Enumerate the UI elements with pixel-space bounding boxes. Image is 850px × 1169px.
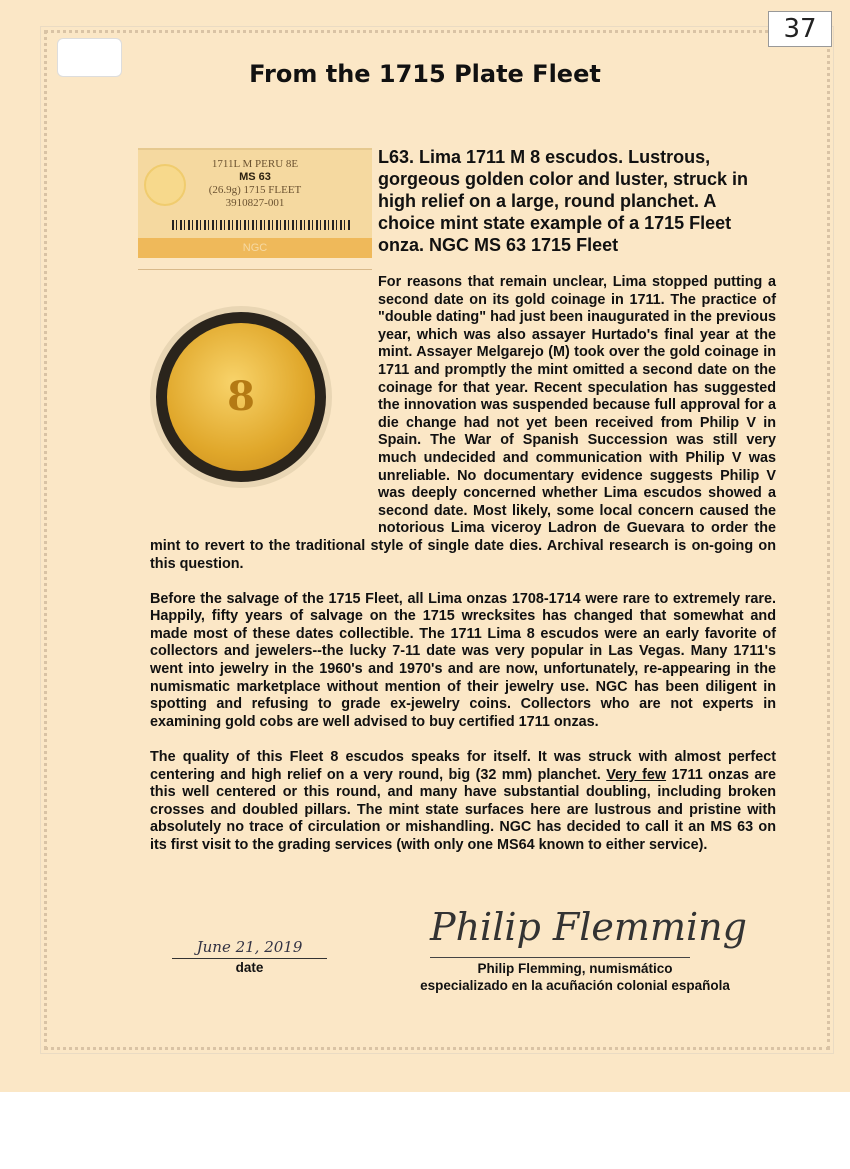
slab-line1: 1711L M PERU 8E	[211, 158, 299, 170]
p3-text: The quality of this Fleet 8 escudos speaks for itself. It was struck with almost perfect centering and high relief on a very round, big (32 mm) planchet.	[150, 749, 776, 783]
coin-denomination: 8	[227, 373, 255, 421]
date-label: date	[235, 960, 264, 975]
lot-heading: L63. Lima 1711 M 8 escudos. Lustrous, gorgeous golden color and luster, struck in high relief on a large, round planchet. A choice mint state example of a 1715 Fleet onza. NGC MS 63 1715 Fleet	[378, 147, 749, 255]
ngc-brand: NGC	[138, 238, 372, 258]
slab-line3: (26.9g) 1715 FLEET	[208, 184, 302, 196]
paragraph-3	[150, 749, 776, 855]
paragraph-1: For reasons that remain unclear, Lima stopped putting a second date on its gold coinage in 1711. The practice of "double dating" had just been inaugurated in the previous year, which was also assayer Hurtado's final year at the mint. Assayer Melgarejo (M) took over the gold coinage in 1711 and promptly the mint omitted a second date on the coinage for that year. Recent speculation has suggested the innovation was suspended because full approval for a die change had not yet been received from Philip V in Spain. The War of Spanish Succession was still very much undecided and communication with Philip V was unreliable. No documentary evidence suggests Philip V was deeply concerned whether Lima escudos showed a second date. Most likely, some local concern caused the notorious Lima viceroy Ladron de Guevara to order the mint to revert to the traditional style of single date dies. Archival research is on-going on this question.	[150, 274, 776, 572]
coin-images	[150, 146, 378, 521]
document-body	[150, 146, 776, 872]
p3-text-end: 1711 onzas are this well centered or this round, and many have substantial doubling, including broken crosses and doubled pillars. The mint state surfaces here are lustrous and pristine with absolutely no trace of circulation or mishandling. NGC has decided to call it an MS 63 on its first visit to the grading services (with only one MS64 known to either service).	[150, 766, 776, 853]
signature-line	[430, 957, 690, 958]
signer-title: especializado en la acuñación colonial española	[420, 978, 730, 993]
paragraph-2: Before the salvage of the 1715 Fleet, all Lima onzas 1708-1714 were rare to extremely rare. Happily, fifty years of salvage on the 1715 wrecksites has changed that somewhat and made most of these dates collectible. The 1711 Lima 8 escudos were an early favorite of collectors and jewelers--the lucky 7-11 date was very popular in Las Vegas. Many 1711's went into jewelry in the 1960's and 1970's and are now, unfortunately, re-appearing in the numismatic marketplace without mention of their jewelry use. NGC has been diligent in spotting and refusing to grade ex-jewelry coins. Collectors who are not experts in examining gold cobs are well advised to buy certified 1711 onzas.	[150, 590, 776, 730]
signer-block	[380, 960, 770, 994]
signer-name: Philip Flemming, numismático	[477, 961, 673, 976]
p3-underlined: Very few	[606, 766, 667, 783]
gold-coin-image	[167, 323, 315, 471]
divider	[138, 269, 372, 270]
slab-grade: MS 63	[239, 171, 271, 183]
page-number: 37	[768, 11, 832, 47]
barcode	[172, 220, 352, 230]
page-title: From the 1715 Plate Fleet	[249, 60, 601, 88]
signature: Philip Flemming	[430, 905, 747, 949]
handwritten-date: June 21, 2019	[172, 938, 327, 959]
ngc-slab-label	[138, 148, 372, 258]
slab-cert: 3910827-001	[225, 197, 285, 209]
